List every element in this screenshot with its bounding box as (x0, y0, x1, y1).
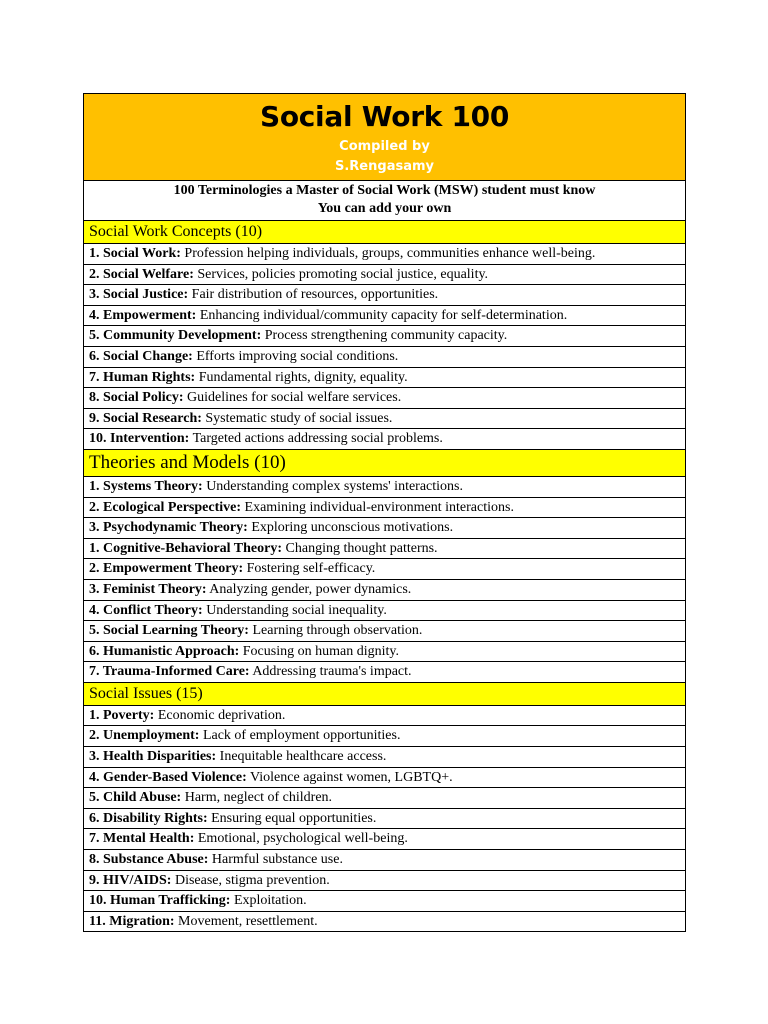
title-banner (83, 93, 686, 181)
table-row (83, 265, 686, 286)
table-row (83, 539, 686, 560)
term-definition: Profession helping individuals, groups, communities enhance well-being. (180, 246, 596, 261)
term-label: 11. Migration: (89, 913, 175, 929)
intro-block (83, 181, 686, 221)
table-row (83, 368, 686, 389)
table-row (83, 285, 686, 306)
table-row (83, 768, 686, 789)
term-label: 1. Poverty: (89, 707, 155, 723)
terminology-table (83, 93, 686, 932)
term-definition: Services, policies promoting social justice, equality. (193, 266, 489, 282)
table-row (83, 706, 686, 727)
table-row (83, 559, 686, 580)
term-definition: Targeted actions addressing social problems. (189, 431, 443, 447)
term-definition: Changing thought patterns. (282, 540, 438, 556)
concepts-list (83, 244, 686, 450)
term-definition: Exploring unconscious motivations. (247, 520, 454, 536)
table-row (83, 388, 686, 409)
term-definition: Fostering self-efficacy. (243, 561, 376, 577)
table-row (83, 601, 686, 622)
term-definition: Examining individual-environment interactions. (241, 499, 514, 515)
term-definition: Disease, stigma prevention. (171, 872, 330, 888)
table-row (83, 409, 686, 430)
section-heading-issues: Social Issues (15) (83, 683, 686, 706)
term-definition: Process strengthening community capacity. (261, 328, 508, 344)
term-definition: Ensuring equal opportunities. (207, 810, 377, 826)
term-definition: Fair distribution of resources, opportunities. (188, 287, 439, 303)
table-row (83, 429, 686, 450)
author-name: S.Rengasamy (335, 159, 434, 174)
term-label: 1. Cognitive-Behavioral Theory: (89, 540, 283, 556)
table-row (83, 244, 686, 265)
term-label: 5. Social Learning Theory: (89, 623, 249, 639)
term-definition: Efforts improving social conditions. (192, 348, 399, 364)
term-definition: Lack of employment opportunities. (199, 728, 401, 744)
term-definition: Exploitation. (230, 893, 307, 909)
term-label: 4. Empowerment: (89, 307, 197, 323)
table-row (83, 498, 686, 519)
term-label: 9. HIV/AIDS: (89, 872, 172, 888)
table-row (83, 891, 686, 912)
table-row (83, 747, 686, 768)
issues-list (83, 706, 686, 933)
term-label: 2. Social Welfare: (89, 266, 194, 282)
section-heading-theories: Theories and Models (10) (83, 450, 686, 477)
term-definition: Inequitable healthcare access. (216, 749, 387, 765)
page-title: Social Work 100 (259, 100, 510, 133)
theories-list (83, 477, 686, 683)
table-row (83, 726, 686, 747)
term-label: 8. Substance Abuse: (89, 852, 209, 868)
term-label: 6. Disability Rights: (89, 810, 208, 826)
term-label: 1. Systems Theory: (89, 478, 203, 494)
term-label: 4. Gender-Based Violence: (89, 769, 247, 785)
table-row (83, 518, 686, 539)
term-definition: Enhancing individual/community capacity for self-determination. (196, 307, 568, 323)
term-label: 5. Child Abuse: (89, 790, 182, 806)
term-label: 6. Social Change: (89, 348, 193, 364)
term-definition: Focusing on human dignity. (239, 643, 399, 659)
term-definition: Emotional, psychological well-being. (194, 831, 408, 847)
term-label: 5. Community Development: (89, 328, 262, 344)
term-label: 3. Health Disparities: (89, 749, 217, 765)
term-label: 7. Human Rights: (89, 369, 196, 385)
intro-line-2: You can add your own (317, 201, 452, 216)
term-label: 10. Human Trafficking: (89, 893, 231, 909)
term-label: 10. Intervention: (89, 431, 190, 447)
term-definition: Harmful substance use. (208, 852, 343, 868)
term-label: 3. Psychodynamic Theory: (89, 520, 248, 536)
table-row (83, 871, 686, 892)
term-definition: Addressing trauma's impact. (249, 664, 412, 680)
term-label: 7. Mental Health: (89, 831, 195, 847)
term-definition: Analyzing gender, power dynamics. (206, 581, 412, 597)
term-label: 9. Social Research: (89, 410, 202, 426)
term-label: 4. Conflict Theory: (89, 602, 203, 618)
term-label: 2. Empowerment Theory: (89, 561, 244, 577)
table-row (83, 477, 686, 498)
table-row (83, 621, 686, 642)
table-row (83, 306, 686, 327)
term-definition: Understanding complex systems' interactions. (202, 478, 463, 494)
table-row (83, 326, 686, 347)
table-row (83, 850, 686, 871)
table-row (83, 809, 686, 830)
term-definition: Guidelines for social welfare services. (183, 390, 402, 406)
term-label: 3. Social Justice: (89, 287, 189, 303)
table-row (83, 347, 686, 368)
section-heading-concepts: Social Work Concepts (10) (83, 221, 686, 244)
table-row (83, 788, 686, 809)
term-label: 2. Ecological Perspective: (89, 499, 242, 515)
term-definition: Movement, resettlement. (174, 913, 318, 929)
term-label: 1. Social Work: (89, 246, 181, 261)
intro-line-1: 100 Terminologies a Master of Social Work (MSW) student must know (173, 183, 596, 198)
table-row (83, 829, 686, 850)
table-row (83, 580, 686, 601)
term-label: 3. Feminist Theory: (89, 581, 207, 597)
term-label: 7. Trauma-Informed Care: (89, 664, 250, 680)
term-definition: Fundamental rights, dignity, equality. (195, 369, 408, 385)
term-label: 2. Unemployment: (89, 728, 200, 744)
table-row (83, 642, 686, 663)
term-definition: Understanding social inequality. (202, 602, 387, 618)
term-definition: Violence against women, LGBTQ+. (246, 769, 453, 785)
compiled-by-label: Compiled by (339, 139, 430, 154)
table-row (83, 662, 686, 683)
term-label: 8. Social Policy: (89, 390, 184, 406)
term-label: 6. Humanistic Approach: (89, 643, 240, 659)
table-row (83, 912, 686, 933)
term-definition: Systematic study of social issues. (201, 410, 393, 426)
term-definition: Learning through observation. (248, 623, 423, 639)
term-definition: Harm, neglect of children. (181, 790, 333, 806)
term-definition: Economic deprivation. (154, 707, 286, 723)
